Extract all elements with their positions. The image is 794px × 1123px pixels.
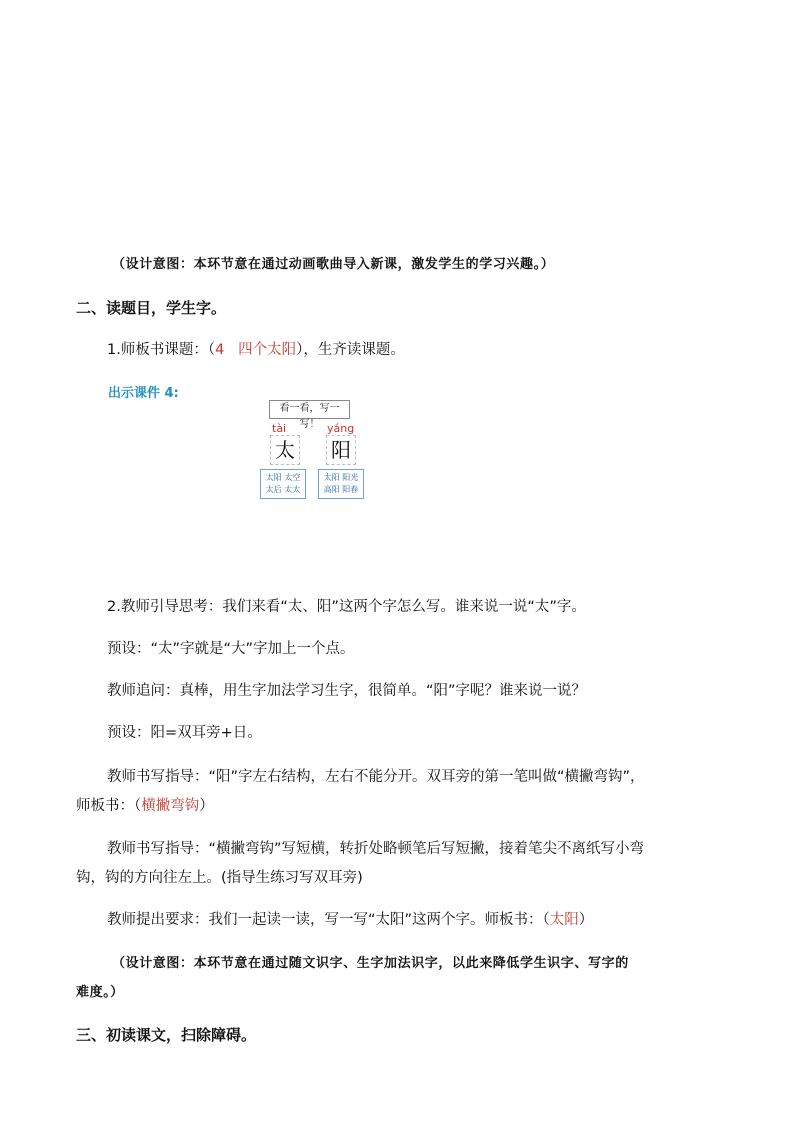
pinyin-yang: yáng — [327, 422, 355, 435]
courseware-slide — [260, 398, 370, 504]
design-intent-note-1: （设计意图：本环节意在通过动画歌曲导入新课，激发学生的学习兴趣。） — [112, 257, 555, 272]
guide-1-suffix: ） — [199, 798, 214, 814]
word-box-yang — [318, 469, 364, 499]
item-1-suffix: ），生齐读课题。 — [296, 342, 405, 358]
request-suffix: ） — [578, 912, 594, 928]
guide-1-prefix: 师板书：（ — [76, 798, 142, 814]
word-box-yang-line-2: 高阳 阳春 — [323, 485, 359, 494]
word-box-tai-line-1: 太阳 太空 — [265, 473, 301, 482]
word-box-yang-line-1: 太阳 阳光 — [323, 473, 359, 482]
item-1-prefix: 1.师板书课题：（ — [107, 342, 216, 358]
item-1 — [107, 340, 405, 360]
section-3-heading: 三、初读课文，扫除障碍。 — [76, 1026, 257, 1044]
character-tai: 太 — [270, 435, 300, 465]
teacher-followup: 教师追问：真棒，用生字加法学习生字，很简单。“阳”字呢？谁来说一说？ — [107, 683, 587, 699]
request-board-text: 太阳 — [549, 912, 579, 928]
word-box-tai — [260, 469, 306, 499]
pinyin-tai: tài — [272, 422, 287, 435]
design-intent-note-2-line-2: 难度。） — [76, 985, 124, 1000]
writing-guide-2-line-2: 钩，钩的方向往左上。(指导生练习写双耳旁) — [76, 870, 363, 886]
writing-guide-1-line-2 — [76, 796, 214, 816]
word-box-tai-line-2: 太后 太太 — [265, 485, 301, 494]
lesson-title: 4 四个太阳 — [215, 342, 297, 358]
preset-1: 预设：“太”字就是“大”字加上一个点。 — [107, 641, 355, 657]
request-prefix: 教师提出要求：我们一起读一读，写一写“太阳”这两个字。师板书：（ — [107, 912, 550, 928]
item-2: 2.教师引导思考：我们来看“太、阳”这两个字怎么写。谁来说一说“太”字。 — [107, 599, 586, 615]
character-yang: 阳 — [326, 435, 356, 465]
slide-title: 看一看，写一写！ — [269, 400, 350, 419]
teacher-request — [107, 910, 593, 930]
design-intent-note-2-line-1: （设计意图：本环节意在通过随文识字、生字加法识字，以此来降低学生识字、写字的 — [112, 956, 629, 971]
writing-guide-1-line-1: 教师书写指导：“阳”字左右结构，左右不能分开。双耳旁的第一笔叫做“横撇弯钩”， — [107, 769, 645, 785]
section-2-heading: 二、读题目，学生字。 — [76, 299, 227, 317]
stroke-name: 横撇弯钩 — [141, 798, 200, 814]
preset-2: 预设：阳=双耳旁+日。 — [107, 725, 262, 741]
courseware-label: 出示课件 4: — [108, 386, 179, 401]
writing-guide-2-line-1: 教师书写指导：“横撇弯钩”写短横，转折处略顿笔后写短撇，接着笔尖不离纸写小弯 — [107, 841, 645, 857]
